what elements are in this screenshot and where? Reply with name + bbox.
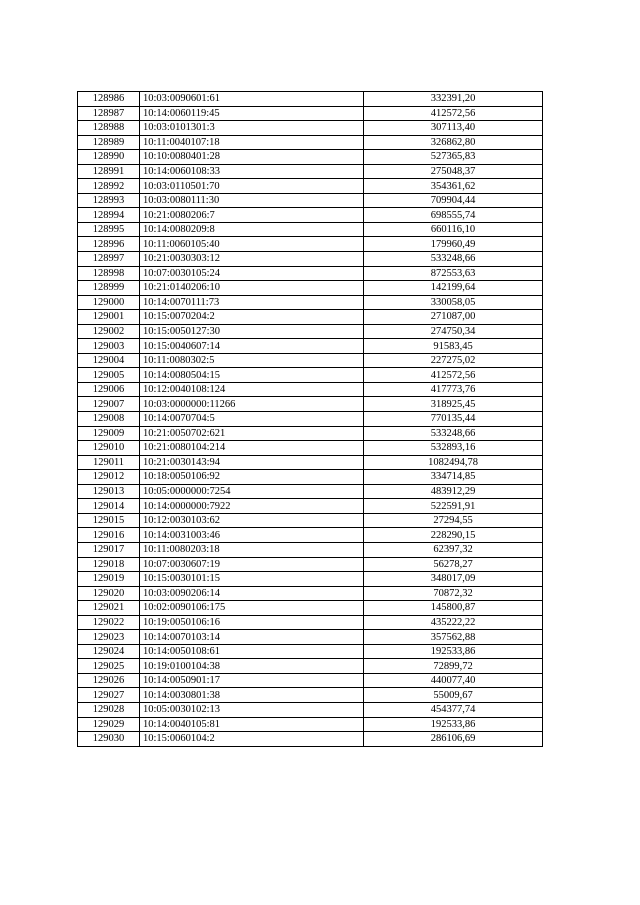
table-body [78, 92, 543, 747]
value-cell: 770135,44 [364, 412, 543, 427]
value-cell: 412572,56 [364, 368, 543, 383]
table-row [78, 732, 543, 747]
cadastral-number-cell: 10:21:0080104:214 [140, 441, 364, 456]
table-row [78, 644, 543, 659]
row-number-cell: 128987 [78, 106, 140, 121]
value-cell: 286106,69 [364, 732, 543, 747]
table-row [78, 324, 543, 339]
table-row [78, 586, 543, 601]
table-row [78, 601, 543, 616]
value-cell: 70872,32 [364, 586, 543, 601]
cadastral-number-cell: 10:11:0040107:18 [140, 135, 364, 150]
value-cell: 72899,72 [364, 659, 543, 674]
value-cell: 709904,44 [364, 193, 543, 208]
cadastral-number-cell: 10:14:0030801:38 [140, 688, 364, 703]
row-number-cell: 129026 [78, 673, 140, 688]
cadastral-number-cell: 10:03:0000000:11266 [140, 397, 364, 412]
table-row [78, 121, 543, 136]
row-number-cell: 128991 [78, 164, 140, 179]
value-cell: 91583,45 [364, 339, 543, 354]
row-number-cell: 128988 [78, 121, 140, 136]
table-row [78, 164, 543, 179]
row-number-cell: 129016 [78, 528, 140, 543]
table-row [78, 688, 543, 703]
value-cell: 1082494,78 [364, 455, 543, 470]
row-number-cell: 129017 [78, 542, 140, 557]
table-row [78, 673, 543, 688]
cadastral-number-cell: 10:14:0080504:15 [140, 368, 364, 383]
row-number-cell: 128995 [78, 222, 140, 237]
cadastral-number-cell: 10:19:0100104:38 [140, 659, 364, 674]
value-cell: 532893,16 [364, 441, 543, 456]
cadastral-number-cell: 10:18:0050106:92 [140, 470, 364, 485]
row-number-cell: 129023 [78, 630, 140, 645]
table-row [78, 615, 543, 630]
cadastral-value-table [77, 91, 543, 747]
value-cell: 522591,91 [364, 499, 543, 514]
table-row [78, 499, 543, 514]
row-number-cell: 128990 [78, 150, 140, 165]
value-cell: 872553,63 [364, 266, 543, 281]
table-row [78, 630, 543, 645]
value-cell: 454377,74 [364, 702, 543, 717]
value-cell: 357562,88 [364, 630, 543, 645]
table-row [78, 441, 543, 456]
cadastral-number-cell: 10:15:0060104:2 [140, 732, 364, 747]
row-number-cell: 129009 [78, 426, 140, 441]
row-number-cell: 129028 [78, 702, 140, 717]
table-row [78, 572, 543, 587]
row-number-cell: 129002 [78, 324, 140, 339]
table-row [78, 484, 543, 499]
row-number-cell: 129012 [78, 470, 140, 485]
cadastral-number-cell: 10:03:0090206:14 [140, 586, 364, 601]
row-number-cell: 129019 [78, 572, 140, 587]
cadastral-number-cell: 10:14:0060119:45 [140, 106, 364, 121]
cadastral-number-cell: 10:14:0070704:5 [140, 412, 364, 427]
value-cell: 533248,66 [364, 426, 543, 441]
table-row [78, 266, 543, 281]
row-number-cell: 129018 [78, 557, 140, 572]
cadastral-number-cell: 10:07:0030105:24 [140, 266, 364, 281]
cadastral-number-cell: 10:19:0050106:16 [140, 615, 364, 630]
cadastral-number-cell: 10:05:0030102:13 [140, 702, 364, 717]
value-cell: 417773,76 [364, 382, 543, 397]
value-cell: 533248,66 [364, 252, 543, 267]
cadastral-number-cell: 10:12:0040108:124 [140, 382, 364, 397]
cadastral-number-cell: 10:14:0060108:33 [140, 164, 364, 179]
row-number-cell: 129005 [78, 368, 140, 383]
row-number-cell: 128989 [78, 135, 140, 150]
table-row [78, 295, 543, 310]
table-row [78, 92, 543, 107]
cadastral-number-cell: 10:21:0080206:7 [140, 208, 364, 223]
row-number-cell: 129022 [78, 615, 140, 630]
value-cell: 56278,27 [364, 557, 543, 572]
row-number-cell: 129003 [78, 339, 140, 354]
value-cell: 332391,20 [364, 92, 543, 107]
value-cell: 27294,55 [364, 513, 543, 528]
value-cell: 440077,40 [364, 673, 543, 688]
value-cell: 527365,83 [364, 150, 543, 165]
cadastral-number-cell: 10:03:0080111:30 [140, 193, 364, 208]
row-number-cell: 129025 [78, 659, 140, 674]
value-cell: 192533,86 [364, 644, 543, 659]
table-row [78, 397, 543, 412]
table-row [78, 455, 543, 470]
table-row [78, 470, 543, 485]
table-row [78, 557, 543, 572]
row-number-cell: 128998 [78, 266, 140, 281]
cadastral-number-cell: 10:03:0110501:70 [140, 179, 364, 194]
table-row [78, 150, 543, 165]
value-cell: 179960,49 [364, 237, 543, 252]
table-row [78, 513, 543, 528]
table-row [78, 339, 543, 354]
value-cell: 435222,22 [364, 615, 543, 630]
row-number-cell: 129027 [78, 688, 140, 703]
value-cell: 354361,62 [364, 179, 543, 194]
value-cell: 275048,37 [364, 164, 543, 179]
row-number-cell: 128992 [78, 179, 140, 194]
cadastral-number-cell: 10:12:0030103:62 [140, 513, 364, 528]
row-number-cell: 128993 [78, 193, 140, 208]
value-cell: 271087,00 [364, 310, 543, 325]
value-cell: 62397,32 [364, 542, 543, 557]
table-row [78, 222, 543, 237]
value-cell: 145800,87 [364, 601, 543, 616]
table-row [78, 717, 543, 732]
table-row [78, 237, 543, 252]
row-number-cell: 129013 [78, 484, 140, 499]
row-number-cell: 128994 [78, 208, 140, 223]
value-cell: 326862,80 [364, 135, 543, 150]
cadastral-number-cell: 10:11:0080302:5 [140, 353, 364, 368]
table-row [78, 281, 543, 296]
cadastral-number-cell: 10:14:0000000:7922 [140, 499, 364, 514]
table-row [78, 542, 543, 557]
row-number-cell: 129004 [78, 353, 140, 368]
cadastral-number-cell: 10:21:0030143:94 [140, 455, 364, 470]
value-cell: 348017,09 [364, 572, 543, 587]
table-row [78, 353, 543, 368]
value-cell: 412572,56 [364, 106, 543, 121]
cadastral-number-cell: 10:14:0070103:14 [140, 630, 364, 645]
row-number-cell: 129007 [78, 397, 140, 412]
row-number-cell: 128996 [78, 237, 140, 252]
row-number-cell: 129030 [78, 732, 140, 747]
table-row [78, 702, 543, 717]
value-cell: 228290,15 [364, 528, 543, 543]
row-number-cell: 128997 [78, 252, 140, 267]
value-cell: 318925,45 [364, 397, 543, 412]
row-number-cell: 129021 [78, 601, 140, 616]
table-row [78, 382, 543, 397]
cadastral-number-cell: 10:14:0050901:17 [140, 673, 364, 688]
table-row [78, 368, 543, 383]
table-row [78, 193, 543, 208]
cadastral-number-cell: 10:14:0050108:61 [140, 644, 364, 659]
cadastral-number-cell: 10:21:0050702:621 [140, 426, 364, 441]
value-cell: 274750,34 [364, 324, 543, 339]
value-cell: 142199,64 [364, 281, 543, 296]
row-number-cell: 129014 [78, 499, 140, 514]
cadastral-number-cell: 10:21:0140206:10 [140, 281, 364, 296]
row-number-cell: 129029 [78, 717, 140, 732]
value-cell: 698555,74 [364, 208, 543, 223]
cadastral-number-cell: 10:14:0080209:8 [140, 222, 364, 237]
table-row [78, 179, 543, 194]
row-number-cell: 128986 [78, 92, 140, 107]
table-row [78, 310, 543, 325]
cadastral-number-cell: 10:07:0030607:19 [140, 557, 364, 572]
cadastral-number-cell: 10:21:0030303:12 [140, 252, 364, 267]
value-cell: 334714,85 [364, 470, 543, 485]
cadastral-number-cell: 10:11:0060105:40 [140, 237, 364, 252]
row-number-cell: 129011 [78, 455, 140, 470]
row-number-cell: 129010 [78, 441, 140, 456]
row-number-cell: 129000 [78, 295, 140, 310]
value-cell: 330058,05 [364, 295, 543, 310]
cadastral-number-cell: 10:15:0040607:14 [140, 339, 364, 354]
cadastral-number-cell: 10:15:0050127:30 [140, 324, 364, 339]
cadastral-number-cell: 10:14:0070111:73 [140, 295, 364, 310]
value-cell: 307113,40 [364, 121, 543, 136]
cadastral-number-cell: 10:02:0090106:175 [140, 601, 364, 616]
table-row [78, 106, 543, 121]
table-row [78, 252, 543, 267]
row-number-cell: 129006 [78, 382, 140, 397]
table-row [78, 528, 543, 543]
table-row [78, 659, 543, 674]
value-cell: 192533,86 [364, 717, 543, 732]
cadastral-number-cell: 10:11:0080203:18 [140, 542, 364, 557]
table-row [78, 135, 543, 150]
row-number-cell: 129008 [78, 412, 140, 427]
cadastral-number-cell: 10:03:0090601:61 [140, 92, 364, 107]
value-cell: 227275,02 [364, 353, 543, 368]
value-cell: 483912,29 [364, 484, 543, 499]
table-row [78, 208, 543, 223]
cadastral-number-cell: 10:15:0030101:15 [140, 572, 364, 587]
cadastral-number-cell: 10:14:0031003:46 [140, 528, 364, 543]
table-row [78, 412, 543, 427]
cadastral-number-cell: 10:05:0000000:7254 [140, 484, 364, 499]
value-cell: 660116,10 [364, 222, 543, 237]
cadastral-number-cell: 10:03:0101301:3 [140, 121, 364, 136]
row-number-cell: 129020 [78, 586, 140, 601]
cadastral-number-cell: 10:15:0070204:2 [140, 310, 364, 325]
row-number-cell: 129015 [78, 513, 140, 528]
cadastral-number-cell: 10:10:0080401:28 [140, 150, 364, 165]
row-number-cell: 128999 [78, 281, 140, 296]
value-cell: 55009,67 [364, 688, 543, 703]
row-number-cell: 129001 [78, 310, 140, 325]
table-row [78, 426, 543, 441]
cadastral-number-cell: 10:14:0040105:81 [140, 717, 364, 732]
row-number-cell: 129024 [78, 644, 140, 659]
